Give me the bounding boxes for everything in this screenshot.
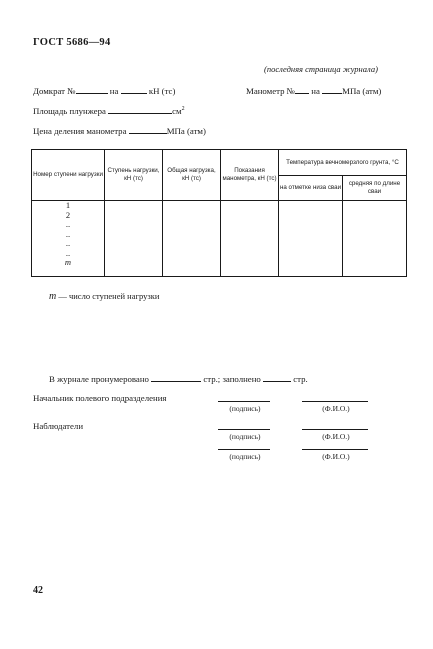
jack-load-blank	[121, 84, 147, 94]
plunger-field	[33, 104, 185, 116]
page-note: (последняя страница журнала)	[264, 64, 378, 74]
manometer-pressure-blank	[322, 84, 342, 94]
step-entry: ..	[65, 247, 71, 258]
observers-label: Наблюдатели	[33, 421, 84, 431]
plunger-blank	[108, 104, 172, 114]
observer2-name-line	[302, 449, 368, 450]
observer1-name-caption: (Ф.И.О.)	[322, 432, 350, 441]
division-blank	[129, 124, 167, 134]
manometer-label: Манометр №	[246, 86, 296, 96]
load-test-table	[31, 149, 407, 277]
observer1-signature-caption: (подпись)	[229, 432, 261, 441]
numbering-suffix: стр.	[293, 374, 308, 384]
total-value-cell	[163, 201, 221, 277]
step-entry: 2	[65, 209, 71, 220]
step-entry: ..	[65, 228, 71, 239]
legend-text: — число ступеней нагрузки	[58, 291, 160, 301]
jack-number-blank	[76, 84, 108, 94]
chief-name-caption: (Ф.И.О.)	[322, 404, 350, 413]
steps-cell	[32, 201, 105, 277]
observer2-signature-line	[218, 449, 270, 450]
standard-header: ГОСТ 5686—94	[33, 37, 111, 48]
chief-signature-line	[218, 401, 270, 402]
col-temperature: Температура вечномерзлого грунта, °С	[279, 150, 407, 176]
manometer-unit: МПа (атм)	[342, 86, 382, 96]
manometer-field	[246, 84, 381, 96]
temp-mark-value-cell	[279, 201, 343, 277]
division-unit: МПа (атм)	[166, 126, 206, 136]
col-step-no: Номер ступени нагрузки	[32, 150, 105, 201]
col-total: Общая нагрузка, кН (тс)	[163, 150, 221, 201]
division-label: Цена деления манометра	[33, 126, 127, 136]
manometer-number-blank	[295, 84, 309, 94]
legend-note	[49, 291, 159, 302]
reading-value-cell	[221, 201, 279, 277]
jack-unit: кН (тс)	[148, 86, 176, 96]
pages-numbered-blank	[151, 372, 201, 382]
division-field	[33, 124, 206, 136]
observer1-signature-line	[218, 429, 270, 430]
observer2-name-caption: (Ф.И.О.)	[322, 452, 350, 461]
step-entry: 1	[65, 200, 71, 210]
chief-name-line	[302, 401, 368, 402]
col-step: Ступень нагрузки, кН (тс)	[105, 150, 163, 201]
pages-filled-blank	[263, 372, 291, 382]
page-number: 42	[33, 585, 43, 596]
plunger-unit-exponent: 2	[181, 106, 185, 113]
manometer-on-label: на	[311, 86, 320, 96]
numbering-pages: стр.; заполнено	[203, 374, 261, 384]
numbering-line	[49, 372, 308, 384]
observer2-signature-caption: (подпись)	[229, 452, 261, 461]
col-reading: Показания манометра, кН (тс)	[221, 150, 279, 201]
plunger-label: Площадь плунжера	[33, 106, 106, 116]
step-entry: ..	[65, 238, 71, 248]
legend-symbol: m	[49, 291, 57, 302]
plunger-unit: см	[172, 106, 182, 116]
jack-on-label: на	[109, 86, 119, 96]
chief-signature-caption: (подпись)	[229, 404, 261, 413]
temp-average-value-cell	[343, 201, 407, 277]
step-entry: ..	[65, 219, 71, 229]
numbering-prefix: В журнале пронумеровано	[49, 374, 149, 384]
observer1-name-line	[302, 429, 368, 430]
col-temp-average: средняя по длине сваи	[343, 176, 407, 201]
col-temp-at-mark: на отметке низа сваи	[279, 176, 343, 201]
step-value-cell	[105, 201, 163, 277]
jack-label: Домкрат №	[33, 86, 76, 96]
step-entry-last: m	[64, 257, 72, 267]
jack-field	[33, 84, 175, 96]
chief-label: Начальник полевого подразделения	[33, 393, 167, 403]
